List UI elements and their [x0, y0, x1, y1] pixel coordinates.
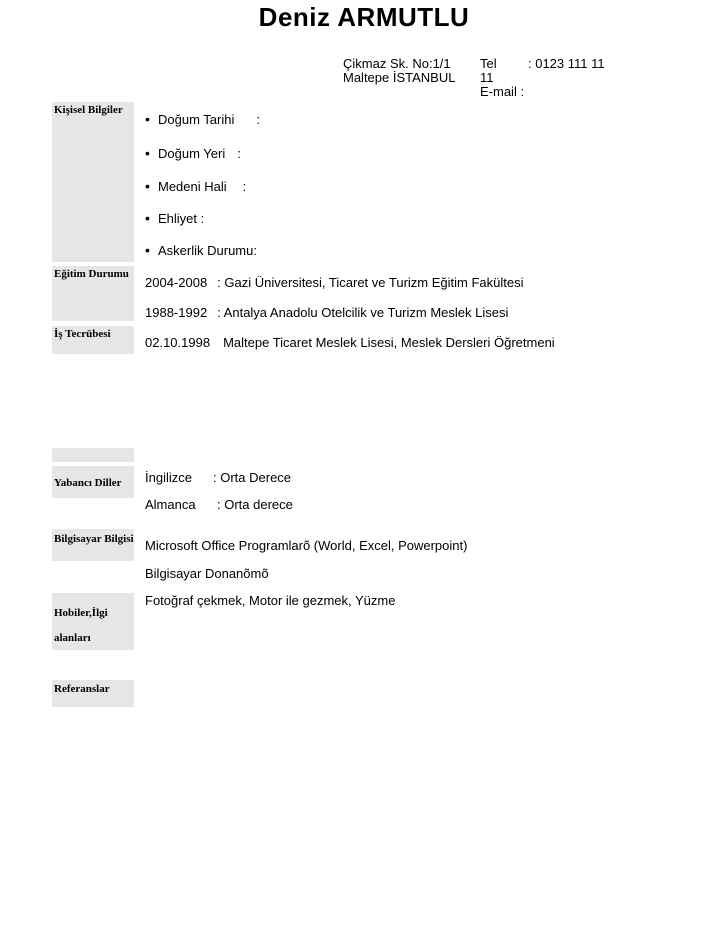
- experience-text: Maltepe Ticaret Meslek Lisesi, Meslek Dersleri Öğretmeni: [223, 335, 555, 350]
- language-entry: [145, 470, 291, 485]
- hobbies-label-line-2: alanları: [54, 632, 91, 644]
- address-line-1: Çikmaz Sk. No:1/1: [343, 56, 451, 71]
- personal-item-label: Medeni Hali: [158, 179, 227, 194]
- hobbies-label-line-1: Hobiler,İlgi: [54, 607, 108, 619]
- computer-entry: Microsoft Office Programlarõ (World, Excel, Powerpoint): [145, 538, 468, 553]
- computer-entry: Bilgisayar Donanõmõ: [145, 566, 269, 581]
- personal-item-label: Askerlik Durumu:: [158, 243, 257, 258]
- bullet-icon: •: [145, 145, 150, 161]
- section-label-references: Referanslar: [52, 680, 134, 707]
- candidate-name: Deniz ARMUTLU: [258, 2, 470, 32]
- language-name: İngilizce: [145, 470, 192, 485]
- bullet-icon: •: [145, 242, 150, 258]
- personal-item-label: Ehliyet :: [158, 211, 205, 226]
- experience-date: 02.10.1998: [145, 335, 211, 350]
- section-label-blank: [52, 448, 134, 462]
- email-label: E-mail :: [480, 84, 525, 99]
- section-label-hobbies: [52, 593, 134, 650]
- personal-item-sep: :: [256, 112, 260, 127]
- education-entry: [145, 275, 523, 290]
- education-school: : Antalya Anadolu Otelcilik ve Turizm Meslek Lisesi: [217, 305, 509, 320]
- education-entry: [145, 305, 508, 320]
- personal-item-sep: :: [237, 146, 241, 161]
- education-school: : Gazi Üniversitesi, Ticaret ve Turizm Eğitim Fakültesi: [217, 275, 524, 290]
- language-level: : Orta derece: [217, 497, 293, 512]
- personal-item-label: Doğum Yeri: [158, 146, 226, 161]
- section-label-computer: Bilgisayar Bilgisi: [52, 529, 134, 561]
- hobbies-text: Fotoğraf çekmek, Motor ile gezmek, Yüzme: [145, 593, 396, 608]
- language-level: : Orta Derece: [213, 470, 292, 485]
- experience-entry: [145, 335, 555, 350]
- education-years: 1988-1992: [145, 305, 208, 320]
- section-label-experience: İş Tecrübesi: [52, 326, 134, 354]
- personal-item-sep: :: [242, 179, 247, 194]
- section-label-languages: Yabancı Diller: [52, 466, 134, 498]
- bullet-icon: •: [145, 178, 150, 194]
- address-line-2: Maltepe İSTANBUL: [343, 70, 456, 85]
- section-label-education: Eğitim Durumu: [52, 266, 134, 321]
- bullet-icon: •: [145, 111, 150, 127]
- tel-value-continued: 11: [480, 70, 494, 85]
- personal-item-label: Doğum Tarihi: [158, 112, 235, 127]
- education-years: 2004-2008: [145, 275, 208, 290]
- tel-value: : 0123 111 11: [528, 56, 605, 71]
- bullet-icon: •: [145, 210, 150, 226]
- language-name: Almanca: [145, 497, 196, 512]
- section-label-personal: Kişisel Bilgiler: [52, 102, 134, 262]
- language-entry: [145, 497, 293, 512]
- tel-label: Tel: [480, 56, 497, 71]
